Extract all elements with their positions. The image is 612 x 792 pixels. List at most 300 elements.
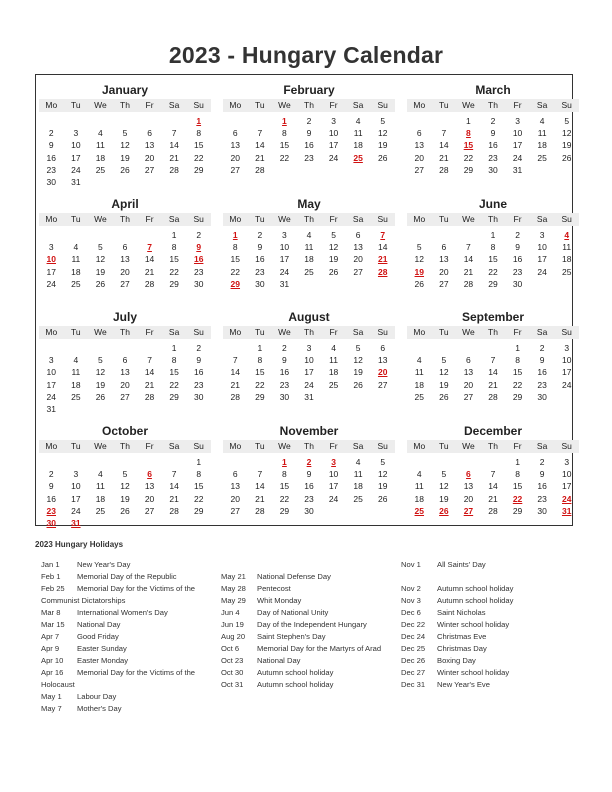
day-cell: 16	[193, 367, 204, 378]
weekday-label: Fr	[145, 327, 154, 337]
day-cell: 2	[490, 116, 496, 126]
holiday-day-cell: 3	[331, 457, 336, 467]
day-cell: 6	[441, 242, 447, 253]
day-cell: 8	[196, 469, 202, 480]
day-cell: 5	[564, 116, 570, 126]
day-cell: 14	[255, 481, 265, 492]
holiday-name: Autumn school holiday	[437, 584, 514, 593]
holiday-date: May 29	[221, 596, 246, 605]
day-cell: 29	[193, 164, 204, 175]
holiday-day-cell: 16	[193, 254, 204, 265]
day-cell: 24	[71, 164, 81, 175]
day-cell: 28	[439, 164, 449, 175]
day-cell: 26	[414, 278, 425, 289]
day-cell: 28	[255, 505, 265, 516]
day-cell: 29	[279, 505, 290, 516]
holiday-date: Oct 6	[221, 644, 240, 653]
day-grid	[223, 342, 395, 403]
day-cell: 8	[257, 355, 263, 366]
day-cell: 9	[490, 128, 496, 139]
holiday-date: Aug 20	[221, 632, 246, 641]
day-cell: 12	[414, 254, 425, 265]
holiday-day-cell: 6	[466, 469, 471, 480]
day-cell: 4	[98, 469, 103, 480]
holiday-row	[41, 643, 217, 655]
day-cell: 17	[304, 367, 314, 378]
weekday-label: Su	[377, 100, 388, 110]
day-cell: 14	[377, 242, 388, 253]
empty-cell	[113, 456, 138, 468]
day-cell: 18	[353, 481, 363, 492]
weekday-label: Fr	[329, 441, 338, 451]
day-cell: 13	[120, 367, 130, 378]
day-cell: 25	[95, 164, 106, 175]
day-cell: 17	[512, 140, 523, 151]
day-cell: 24	[46, 278, 57, 289]
empty-cell	[407, 456, 432, 468]
day-cell: 19	[439, 493, 449, 504]
day-cell: 26	[120, 505, 130, 516]
day-cell: 15	[255, 367, 265, 378]
holiday-row	[41, 655, 217, 667]
holiday-column	[401, 559, 571, 691]
empty-cell	[113, 115, 138, 127]
empty-cell	[481, 456, 506, 468]
holiday-name: Christmas Day	[437, 644, 487, 653]
weekday-header	[223, 326, 395, 339]
day-cell: 8	[196, 128, 202, 139]
day-cell: 17	[561, 367, 572, 378]
holiday-date: Mar 8	[41, 608, 61, 617]
day-cell: 20	[120, 266, 130, 277]
holiday-date: Oct 23	[221, 656, 244, 665]
day-cell: 24	[46, 391, 57, 402]
day-cell: 29	[512, 505, 523, 516]
day-cell: 6	[147, 128, 152, 139]
day-cell: 19	[95, 379, 106, 390]
holiday-row	[41, 559, 217, 571]
holiday-row	[221, 595, 397, 607]
day-cell: 6	[122, 355, 128, 366]
month-name: June	[478, 197, 507, 211]
weekday-label: Tu	[439, 441, 449, 451]
day-cell: 6	[232, 128, 238, 139]
day-cell: 20	[439, 266, 449, 277]
month-january	[39, 82, 211, 188]
holiday-day-cell: 21	[377, 254, 388, 265]
holiday-day-cell: 23	[46, 505, 57, 516]
day-cell: 23	[46, 164, 57, 175]
day-cell: 15	[512, 481, 523, 492]
month-name: January	[101, 83, 149, 97]
day-grid	[407, 342, 579, 403]
day-cell: 18	[71, 379, 81, 390]
holiday-day-cell: 24	[561, 493, 572, 504]
holiday-date: May 21	[221, 572, 246, 581]
day-cell: 27	[230, 505, 241, 516]
holiday-day-cell: 1	[282, 457, 287, 467]
holiday-name	[257, 559, 397, 571]
day-cell: 4	[331, 343, 336, 353]
empty-cell	[39, 229, 64, 241]
day-cell: 1	[171, 343, 177, 353]
day-cell: 23	[537, 493, 547, 504]
day-cell: 16	[279, 367, 290, 378]
day-cell: 1	[196, 457, 202, 467]
weekday-label: Th	[120, 214, 130, 224]
day-cell: 2	[257, 230, 263, 240]
weekday-label: Th	[488, 441, 498, 451]
day-cell: 22	[169, 379, 179, 390]
holiday-name: Memorial Day of the Republic	[77, 572, 177, 581]
day-cell: 9	[282, 355, 287, 366]
day-cell: 27	[120, 278, 130, 289]
day-cell: 6	[466, 355, 471, 366]
day-cell: 28	[169, 505, 179, 516]
day-cell: 1	[515, 343, 520, 353]
holiday-day-cell: 8	[466, 128, 471, 139]
day-cell: 2	[196, 343, 202, 353]
day-cell: 24	[328, 493, 339, 504]
weekday-label: Sa	[352, 100, 364, 110]
day-cell: 8	[490, 242, 496, 253]
empty-cell	[248, 115, 273, 127]
holiday-name: Memorial Day for the Victims of the	[77, 668, 196, 677]
day-cell: 7	[171, 469, 177, 480]
day-cell: 19	[377, 140, 388, 151]
day-cell: 27	[439, 278, 449, 289]
day-cell: 5	[331, 230, 336, 240]
holiday-date: Jan 1	[41, 560, 60, 569]
holiday-name: Memorial Day for the Martyrs of Arad	[257, 644, 382, 653]
holiday-day-cell: 26	[439, 505, 449, 516]
day-cell: 17	[537, 254, 547, 265]
empty-cell	[39, 342, 64, 354]
day-cell: 9	[48, 140, 54, 151]
holiday-name: Saint Nicholas	[437, 608, 486, 617]
day-cell: 19	[353, 367, 363, 378]
weekday-label: Fr	[513, 441, 522, 451]
day-cell: 5	[380, 457, 386, 467]
holiday-name: Communist Dictatorships	[41, 596, 126, 605]
day-cell: 1	[466, 116, 471, 126]
day-cell: 16	[512, 254, 523, 265]
day-cell: 31	[46, 403, 57, 414]
day-cell: 5	[122, 469, 128, 480]
holiday-column	[221, 559, 397, 691]
day-cell: 21	[463, 266, 474, 277]
holiday-row	[41, 703, 217, 715]
weekday-label: We	[94, 100, 107, 110]
day-cell: 25	[95, 505, 106, 516]
holiday-date: Dec 27	[401, 668, 426, 677]
empty-cell	[456, 342, 481, 354]
day-cell: 26	[377, 493, 388, 504]
holiday-name: International Women's Day	[77, 608, 168, 617]
day-cell: 10	[46, 367, 57, 378]
day-cell: 16	[488, 140, 498, 151]
day-cell: 15	[193, 140, 204, 151]
day-cell: 13	[230, 481, 241, 492]
holiday-name: Labour Day	[77, 692, 117, 701]
holiday-name: National Defense Day	[257, 572, 331, 581]
empty-cell	[248, 456, 273, 468]
day-cell: 12	[120, 481, 130, 492]
holiday-name: Autumn school holiday	[437, 596, 514, 605]
weekday-label: Su	[193, 214, 204, 224]
holiday-row	[221, 667, 397, 679]
day-cell: 28	[169, 164, 179, 175]
day-cell: 12	[561, 128, 572, 139]
day-cell: 31	[512, 164, 523, 175]
day-cell: 30	[46, 176, 57, 187]
day-cell: 4	[98, 128, 103, 139]
weekday-label: Tu	[255, 100, 265, 110]
day-cell: 13	[120, 254, 130, 265]
holiday-day-cell: 10	[46, 254, 57, 265]
day-cell: 21	[488, 493, 498, 504]
holiday-day-cell: 30	[46, 517, 57, 528]
holiday-name: Autumn school holiday	[257, 668, 334, 677]
holiday-name	[437, 571, 571, 583]
holiday-day-cell: 25	[414, 505, 425, 516]
day-grid	[39, 229, 211, 290]
calendar-grid	[35, 74, 573, 526]
day-grid	[407, 115, 579, 176]
holiday-day-cell: 31	[561, 505, 572, 516]
empty-cell	[39, 115, 64, 127]
holiday-row	[221, 679, 397, 691]
day-grid	[39, 115, 211, 188]
weekday-label: Mo	[413, 100, 426, 110]
holiday-day-cell: 31	[71, 517, 81, 528]
day-cell: 30	[537, 505, 547, 516]
holiday-date: May 7	[41, 704, 62, 713]
holiday-day-cell: 9	[196, 242, 202, 253]
weekday-label: Su	[561, 214, 572, 224]
day-cell: 9	[306, 469, 312, 480]
holiday-row	[41, 607, 217, 619]
day-cell: 7	[466, 242, 471, 253]
holiday-date: Dec 24	[401, 632, 426, 641]
day-cell: 23	[304, 493, 314, 504]
day-cell: 30	[193, 278, 204, 289]
holiday-name: Memorial Day for the Victims of the	[77, 584, 196, 593]
day-grid	[223, 115, 395, 176]
holiday-name: National Day	[257, 656, 301, 665]
day-cell: 7	[232, 355, 238, 366]
weekday-label: Th	[120, 327, 130, 337]
holiday-row	[41, 583, 217, 595]
day-cell: 5	[380, 116, 386, 126]
day-cell: 14	[169, 481, 179, 492]
day-cell: 27	[353, 266, 363, 277]
holiday-row	[401, 583, 571, 595]
day-cell: 3	[48, 242, 54, 253]
day-cell: 5	[355, 343, 361, 353]
holiday-row	[401, 595, 571, 607]
day-cell: 25	[414, 391, 425, 402]
day-cell: 26	[439, 391, 449, 402]
day-cell: 9	[515, 242, 520, 253]
weekday-label: Sa	[536, 327, 548, 337]
day-cell: 11	[353, 469, 363, 480]
day-cell: 30	[537, 391, 547, 402]
empty-cell	[407, 115, 432, 127]
weekday-header	[39, 213, 211, 226]
weekday-label: Th	[304, 100, 314, 110]
page-title: 2023 - Hungary Calendar	[168, 42, 444, 68]
day-cell: 11	[414, 367, 424, 378]
weekday-label: Th	[488, 100, 498, 110]
day-cell: 4	[539, 116, 545, 126]
holiday-date: Dec 26	[401, 656, 426, 665]
day-cell: 14	[439, 140, 449, 151]
day-cell: 20	[144, 152, 155, 163]
day-cell: 29	[463, 164, 474, 175]
day-cell: 12	[377, 128, 388, 139]
holiday-row	[221, 643, 397, 655]
day-cell: 21	[144, 379, 155, 390]
day-cell: 6	[232, 469, 238, 480]
day-cell: 23	[537, 379, 547, 390]
day-cell: 26	[328, 266, 339, 277]
empty-cell	[88, 342, 113, 354]
weekday-header	[223, 440, 395, 453]
day-cell: 7	[171, 128, 177, 139]
weekday-label: Sa	[536, 214, 548, 224]
day-cell: 24	[512, 152, 523, 163]
day-cell: 5	[98, 355, 103, 366]
day-cell: 3	[564, 343, 570, 353]
empty-cell	[64, 342, 89, 354]
empty-cell	[113, 229, 138, 241]
day-cell: 21	[144, 266, 155, 277]
holiday-row	[401, 655, 571, 667]
holiday-name: Winter school holiday	[437, 620, 510, 629]
empty-cell	[162, 456, 187, 468]
day-cell: 5	[122, 128, 128, 139]
day-cell: 27	[377, 379, 388, 390]
day-cell: 2	[539, 343, 545, 353]
holiday-name: New Year's Day	[77, 560, 131, 569]
day-cell: 15	[488, 254, 498, 265]
holiday-row	[221, 571, 397, 583]
empty-cell	[432, 342, 457, 354]
holiday-row	[41, 667, 217, 679]
holiday-day-cell: 25	[353, 152, 363, 163]
holiday-date: Oct 30	[221, 668, 244, 677]
day-cell: 23	[279, 379, 290, 390]
day-cell: 16	[304, 481, 314, 492]
weekday-label: We	[462, 214, 475, 224]
weekday-label: Sa	[536, 100, 548, 110]
holiday-date: May 28	[221, 584, 246, 593]
day-cell: 27	[414, 164, 425, 175]
day-cell: 23	[488, 152, 498, 163]
day-cell: 25	[537, 152, 547, 163]
day-cell: 14	[488, 481, 498, 492]
day-cell: 21	[230, 379, 241, 390]
weekday-header	[39, 99, 211, 112]
weekday-header	[223, 213, 395, 226]
day-cell: 27	[230, 164, 241, 175]
holiday-name: Mother's Day	[77, 704, 122, 713]
day-cell: 30	[255, 278, 265, 289]
day-cell: 18	[561, 254, 572, 265]
day-cell: 13	[463, 367, 474, 378]
day-cell: 15	[230, 254, 241, 265]
day-cell: 31	[304, 391, 314, 402]
weekday-label: Fr	[329, 214, 338, 224]
day-cell: 22	[193, 493, 204, 504]
day-cell: 6	[416, 128, 422, 139]
weekday-header	[39, 326, 211, 339]
day-cell: 3	[306, 343, 312, 353]
day-cell: 19	[377, 481, 388, 492]
holiday-date: Apr 10	[41, 656, 64, 665]
day-cell: 7	[257, 469, 263, 480]
day-grid	[223, 229, 395, 290]
day-cell: 19	[120, 493, 130, 504]
empty-cell	[481, 342, 506, 354]
holiday-name: Saint Stephen's Day	[257, 632, 326, 641]
holiday-day-cell: 1	[232, 230, 238, 240]
day-cell: 22	[279, 493, 290, 504]
weekday-label: Tu	[71, 327, 81, 337]
weekday-header	[407, 99, 579, 112]
month-name: April	[111, 197, 139, 211]
day-cell: 19	[120, 152, 130, 163]
day-cell: 4	[73, 242, 79, 253]
holiday-row	[401, 571, 571, 583]
holiday-row	[41, 595, 217, 607]
month-october	[39, 423, 211, 529]
day-cell: 30	[488, 164, 498, 175]
day-cell: 5	[98, 242, 103, 253]
weekday-label: Sa	[168, 214, 180, 224]
day-cell: 24	[328, 152, 339, 163]
day-cell: 20	[463, 379, 474, 390]
empty-cell	[88, 115, 113, 127]
empty-cell	[39, 456, 64, 468]
day-cell: 28	[230, 391, 241, 402]
weekday-header	[39, 440, 211, 453]
day-cell: 18	[537, 140, 547, 151]
weekday-label: Su	[561, 100, 572, 110]
holiday-row	[221, 655, 397, 667]
day-cell: 24	[537, 266, 547, 277]
day-cell: 19	[439, 379, 449, 390]
day-cell: 28	[488, 505, 498, 516]
day-cell: 18	[95, 152, 106, 163]
holiday-column	[41, 559, 217, 715]
day-cell: 3	[73, 128, 79, 139]
empty-cell	[113, 342, 138, 354]
day-cell: 11	[329, 355, 338, 366]
holiday-name: National Day	[77, 620, 121, 629]
weekday-label: Su	[561, 327, 572, 337]
month-february	[223, 82, 395, 176]
weekday-label: Sa	[168, 441, 180, 451]
day-cell: 8	[171, 242, 177, 253]
day-cell: 25	[561, 266, 572, 277]
day-cell: 21	[488, 379, 498, 390]
holiday-day-cell: 4	[564, 230, 570, 240]
day-cell: 2	[48, 469, 54, 480]
holiday-day-cell: 22	[512, 493, 523, 504]
holiday-name: Autumn school holiday	[257, 680, 334, 689]
